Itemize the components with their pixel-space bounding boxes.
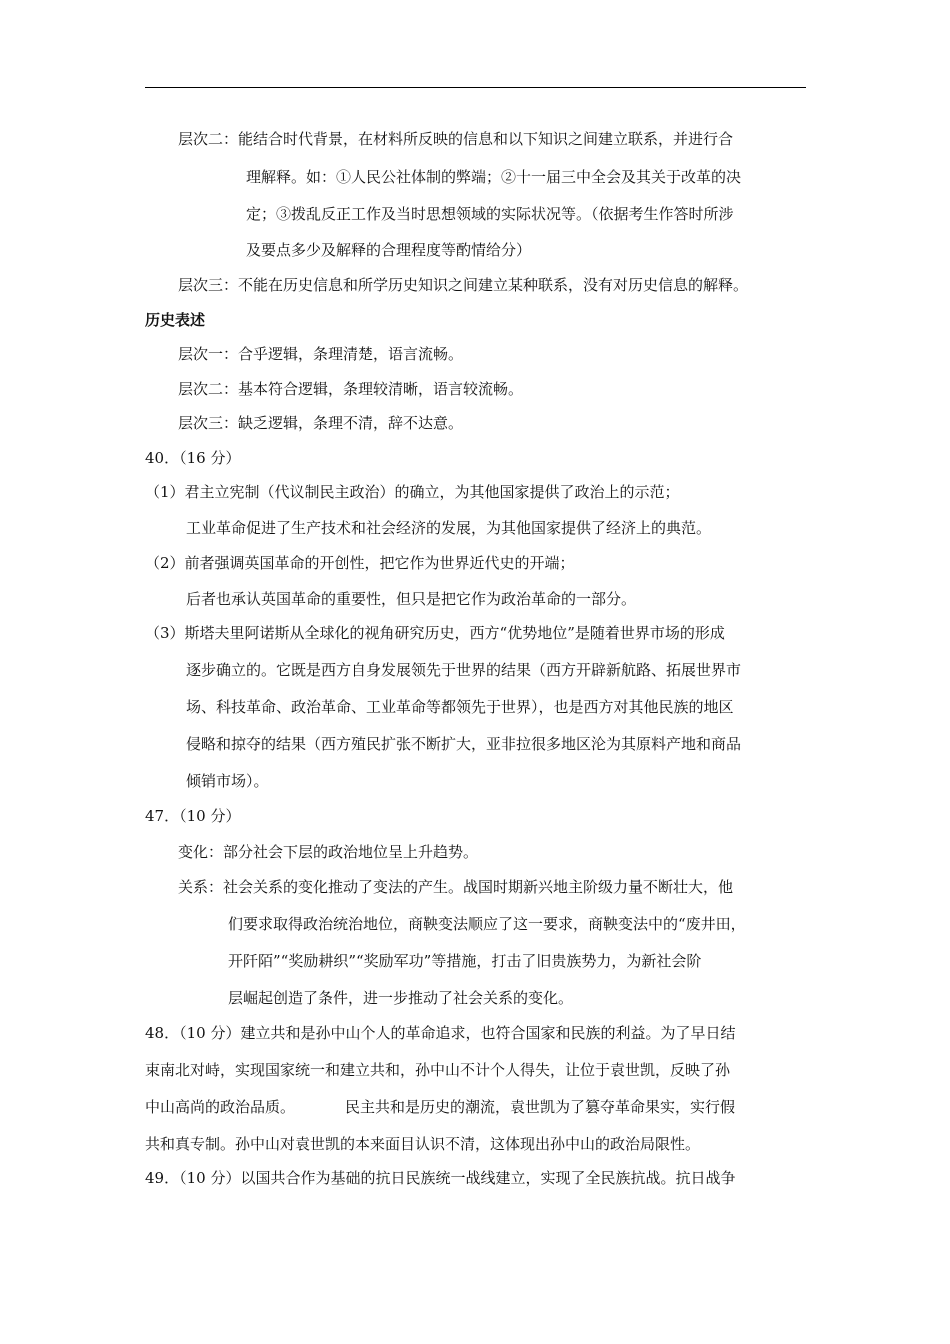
rubric-level3: 层次三：不能在历史信息和所学历史知识之间建立某种联系，没有对历史信息的解释。 — [178, 276, 749, 294]
q40-answer-3-line4: 侵略和掠夺的结果（西方殖民扩张不断扩大，亚非拉很多地区沦为其原料产地和商品 — [186, 735, 742, 753]
q40-answer-1-line1: （1）君主立宪制（代议制民主政治）的确立，为其他国家提供了政治上的示范； — [145, 483, 680, 501]
rubric-level2-line1: 层次二：能结合时代背景，在材料所反映的信息和以下知识之间建立联系，并进行合 — [178, 130, 734, 148]
q40-answer-2-line2: 后者也承认英国革命的重要性，但只是把它作为政治革命的一部分。 — [186, 590, 637, 608]
q48-line1: 48．（10 分）建立共和是孙中山个人的革命追求，也符合国家和民族的利益。为了早日结 — [145, 1024, 736, 1042]
expression-level1: 层次一：合乎逻辑，条理清楚，语言流畅。 — [178, 345, 464, 363]
q48-line3-part1: 中山高尚的政治品质。 — [145, 1098, 296, 1116]
header-rule — [145, 87, 806, 88]
q47-relation-line1: 关系：社会关系的变化推动了变法的产生。战国时期新兴地主阶级力量不断壮大，他 — [178, 878, 734, 896]
expression-level3: 层次三：缺乏逻辑，条理不清，辞不达意。 — [178, 414, 464, 432]
q48-line2: 束南北对峙，实现国家统一和建立共和，孙中山不计个人得失，让位于袁世凯，反映了孙 — [145, 1061, 731, 1079]
q40-answer-3-line1: （3）斯塔夫里阿诺斯从全球化的视角研究历史，西方“优势地位”是随着世界市场的形成 — [145, 624, 725, 642]
expression-level2: 层次二：基本符合逻辑，条理较清晰，语言较流畅。 — [178, 380, 524, 398]
q40-answer-3-line5: 倾销市场）。 — [186, 772, 269, 790]
q40-answer-3-line2: 逐步确立的。它既是西方自身发展领先于世界的结果（西方开辟新航路、拓展世界市 — [186, 661, 742, 679]
rubric-level2-line3: 定；③拨乱反正工作及当时思想领域的实际状况等。（依据考生作答时所涉 — [246, 205, 734, 223]
question-47-header: 47．（10 分） — [145, 807, 241, 825]
q48-line3 — [145, 1097, 735, 1117]
q47-change: 变化：部分社会下层的政治地位呈上升趋势。 — [178, 843, 479, 861]
q47-relation-line3: 开阡陌”“奖励耕织”“奖励军功”等措施，打击了旧贵族势力，为新社会阶 — [228, 952, 702, 970]
q48-line4: 共和真专制。孙中山对袁世凯的本来面目认识不清，这体现出孙中山的政治局限性。 — [145, 1135, 701, 1153]
q40-answer-1-line2: 工业革命促进了生产技术和社会经济的发展，为其他国家提供了经济上的典范。 — [186, 519, 712, 537]
q40-answer-2-line1: （2）前者强调英国革命的开创性，把它作为世界近代史的开端； — [145, 554, 575, 572]
q47-relation-line2: 们要求取得政治统治地位，商鞅变法顺应了这一要求，商鞅变法中的“废井田， — [228, 915, 746, 933]
q40-answer-3-line3: 场、科技革命、政治革命、工业革命等都领先于世界），也是西方对其他民族的地区 — [186, 698, 734, 716]
question-40-header: 40．（16 分） — [145, 449, 241, 467]
rubric-level2-line4: 及要点多少及解释的合理程度等酌情给分） — [246, 241, 532, 259]
q48-line3-part2: 民主共和是历史的潮流，袁世凯为了篡夺革命果实，实行假 — [345, 1098, 736, 1116]
q47-relation-line4: 层崛起创造了条件，进一步推动了社会关系的变化。 — [228, 989, 574, 1007]
rubric-level2-line2: 理解释。如：①人民公社体制的弊端；②十一届三中全会及其关于改革的决 — [246, 168, 742, 186]
section-heading-expression: 历史表述 — [145, 311, 206, 329]
q49-line1: 49．（10 分）以国共合作为基础的抗日民族统一战线建立，实现了全民族抗战。抗日战争 — [145, 1169, 736, 1187]
